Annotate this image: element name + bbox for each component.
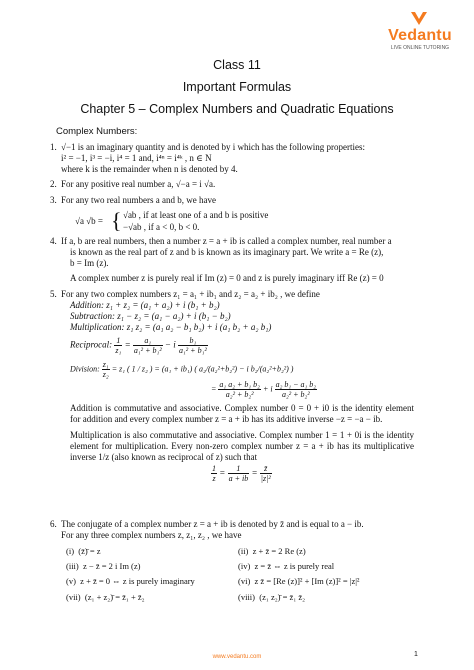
addition-line: Addition: z₁ + z₂ = (a₁ + a₂) + i (b₁ + b₂) [70,300,220,310]
subtraction-line: Subtraction: z₁ − z₂ = (a₁ − a₂) + i (b₁ − b₂) [70,311,231,321]
logo-tagline: LIVE ONLINE TUTORING [390,45,450,51]
item-line: √−1 is an imaginary quantity and is denoted by i which has the following properties: [61,142,365,152]
case-row: −√ab , if a < 0, b < 0. [123,222,200,232]
inverse-line: $\frac{1}{z}$ = $\frac{1}{a + ib}$ = $\frac{z̄}{\text{|z|²}}$ [212,464,271,483]
page-subtitle: Important Formulas [182,80,292,94]
fraction: $\frac{\text{z₁}}{\text{z₂}}$ [102,360,109,379]
item-line: For any three complex numbers z, z₁, z₂ , we have [61,530,242,540]
chapter-title: Chapter 5 – Complex Numbers and Quadratic Equations [80,102,394,116]
property-item: (v) z + z̄ = 0 ⇔ z is purely imaginary [66,576,195,586]
division-label: Division: [70,364,100,374]
item-line: A complex number z is purely real if Im (z) = 0 and z is purely imaginary iff Re (z) = 0 [70,273,384,283]
fraction: $\frac{\text{b₁}}{\text{a₁² + b₁²}}$ [178,336,207,355]
formula-item-4 [50,236,414,284]
multiplication-line: Multiplication: z₁ z₂ = (a₁ a₂ − b₁ b₂) + i (a₁ b₂ + a₂ b₁) [70,322,272,332]
case-lhs: √a √b = [75,216,103,226]
fraction: $\frac{z̄}{\text{|z|²}}$ [260,464,271,483]
fraction: $\frac{1}{a + ib}$ [228,464,249,483]
property-item: (ii) z + z̄ = 2 Re (z) [238,546,306,556]
reciprocal-line: Reciprocal: $\frac{1}{\text{z₁}}$ = $\frac{\text{a₁}}{\text{a₁² + b₁²}}$ − i $\frac{\text{b₁}}{\text{a₁² + b₁²}}$ [70,336,207,355]
item-number: 4. [50,236,57,246]
property-item: (vi) z z̄ = [Re (z)]² + [Im (z)]² = |z|² [238,576,360,586]
formula-item-1 [50,142,414,175]
item-number: 2. [50,179,57,189]
fraction: $\frac{1}{z}$ [212,464,216,483]
property-item: (i) (z̄)̄ = z [66,546,101,556]
multiplication-paragraph: Multiplication is also commutative and associative. Complex number 1 = 1 + 0i is the identity element for multiplication. Every non-zero complex number z = a + ib has its multiplicative inverse 1/z (also known as reciprocal of z) such that [70,430,414,462]
class-label: Class 11 [213,58,261,72]
fraction: $\frac{\text{a₁ a₂ + b₁ b₂}}{\text{a₂² + b₂²}}$ [219,380,260,399]
brace: { [111,208,122,233]
addition-paragraph: Addition is commutative and associative. Complex number 0 = 0 + i0 is the identity element for addition and every complex number z = a + ib has its additive inverse −z = −a − ib. [70,403,414,424]
property-item: (vii) (z₁ + z₂)̄ = z̄₁ + z̄₂ [66,592,145,602]
formula-item-3 [50,195,414,234]
division-expansion: = z₁ ( 1 / z₂ ) = (a₁ + ib₁) ( a₂/(a₂²+b₂²) − i b₂/(a₂²+b₂²) ) [111,364,294,374]
fraction: $\frac{1}{\text{z₁}}$ [115,336,122,355]
item-line: For any positive real number a, √−a = i √a. [61,179,216,189]
item-number: 6. [50,519,57,529]
property-item: (viii) (z₁ z₂)̄ = z̄₁ z̄₂ [238,592,306,602]
formula-item-5 [50,289,414,483]
item-line: For any two complex numbers z₁ = a₁ + ib₁ and z₂ = a₂ + ib₂ , we define [61,289,320,299]
case-row: √ab , if at least one of a and b is positive [123,210,269,220]
logo-mark-icon [409,9,429,27]
item-number: 3. [50,195,57,205]
reciprocal-label: Reciprocal: [70,339,113,350]
item-number: 1. [50,142,57,152]
division-line [61,360,414,379]
division-result: = $\frac{\text{a₁ a₂ + b₁ b₂}}{\text{a₂² + b₂²}}$ + i $\frac{\text{a₂ b₁ − a₁ b₂}}{\text{a₂² + b₂²}}$ [211,380,317,399]
item-line: b = Im (z). [70,258,109,268]
vedantu-logo [381,9,459,53]
item-line: i² = −1, i³ = −i, i⁴ = 1 and, i⁴ⁿ = i⁴ᵏ , n ∈ N [61,153,212,163]
formula-item-6 [50,519,414,602]
item-line: where k is the remainder when n is denoted by 4. [61,164,238,174]
item-line: If a, b are real numbers, then a number z = a + ib is called a complex number, real number a [61,236,392,246]
section-title: Complex Numbers: [56,126,138,137]
page-number: 1 [414,651,418,658]
logo-name: Vedantu [388,27,452,44]
item-number: 5. [50,289,57,299]
item-line: The conjugate of a complex number z = a + ib is denoted by z̄ and is equal to a − ib. [61,519,364,529]
property-item: (iv) z = z̄ ⇔ z is purely real [238,561,335,571]
item-line: is known as the real part of z and b is known as its imaginary part. We write a = Re (z), [70,247,384,257]
item-line: For any two real numbers a and b, we have [61,195,216,205]
property-item: (iii) z − z̄ = 2 i Im (z) [66,561,141,571]
footer-url[interactable]: www.vedantu.com [212,654,262,660]
property-list [50,546,414,616]
fraction: $\frac{\text{a₁}}{\text{a₁² + b₁²}}$ [133,336,162,355]
fraction: $\frac{\text{a₂ b₁ − a₁ b₂}}{\text{a₂² + b₂²}}$ [275,380,317,399]
formula-item-2 [50,179,414,190]
